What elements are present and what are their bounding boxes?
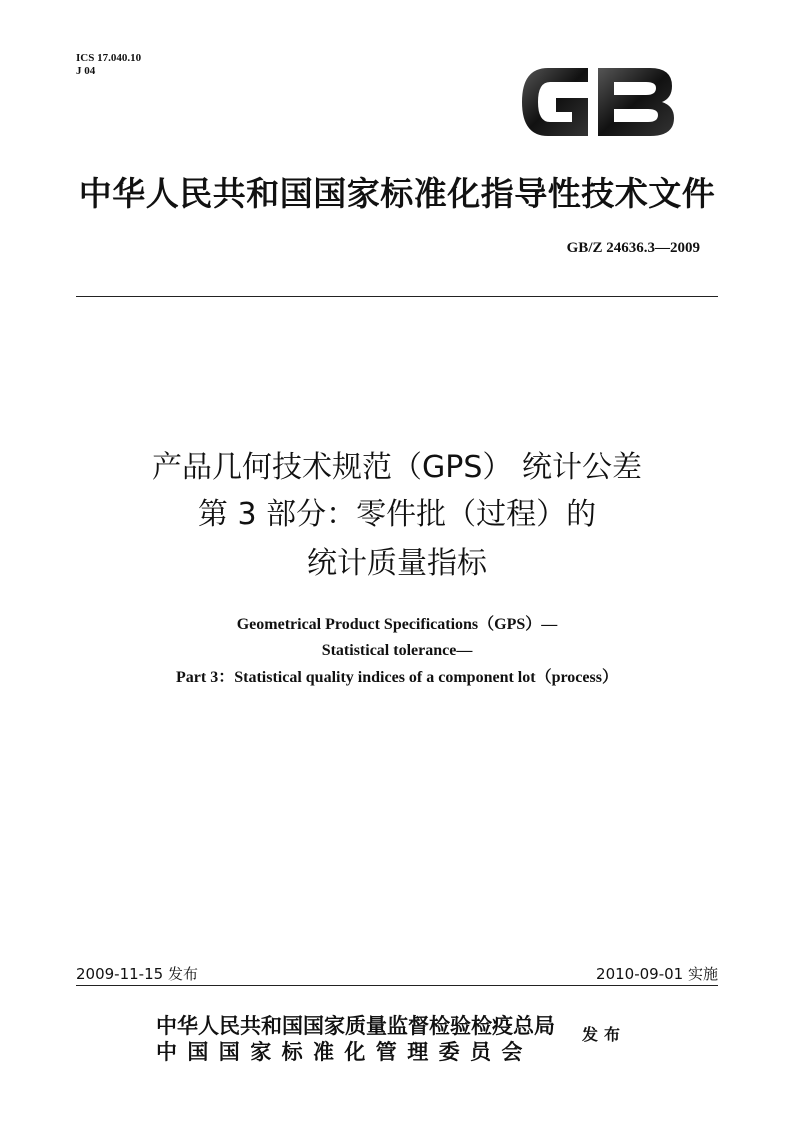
document-type-heading: 中华人民共和国国家标准化指导性技术文件 [78,174,716,213]
ics-code: ICS 17.040.10 [76,52,142,64]
chinese-title-line-1: 产品几何技术规范（GPS） 统计公差 [152,450,642,485]
bottom-divider [76,985,718,986]
standard-number: GB/Z 24636.3—2009 [566,240,700,256]
issuer-line-1: 中华人民共和国国家质量监督检验检疫总局 [156,1014,555,1038]
chinese-title-line-2: 第 3 部分：零件批（过程）的 [197,497,597,532]
english-title-line-1: Geometrical Product Specifications（GPS）— [236,616,558,633]
ccs-code: J 04 [76,65,96,77]
gb-logo [518,62,678,142]
chinese-title-line-3: 统计质量指标 [307,546,487,581]
classification-codes [76,52,141,78]
english-title-line-3: Part 3：Statistical quality indices of a component lot（process） [176,669,618,686]
english-title-line-2: Statistical tolerance— [321,642,473,659]
publish-label: 发布 [582,1025,627,1044]
top-divider [76,296,718,297]
issuer-line-2: 中国国家标准化管理委员会 [156,1040,533,1064]
issue-date: 2009-11-15 发布 [76,965,198,983]
implementation-date: 2010-09-01 实施 [596,965,718,983]
